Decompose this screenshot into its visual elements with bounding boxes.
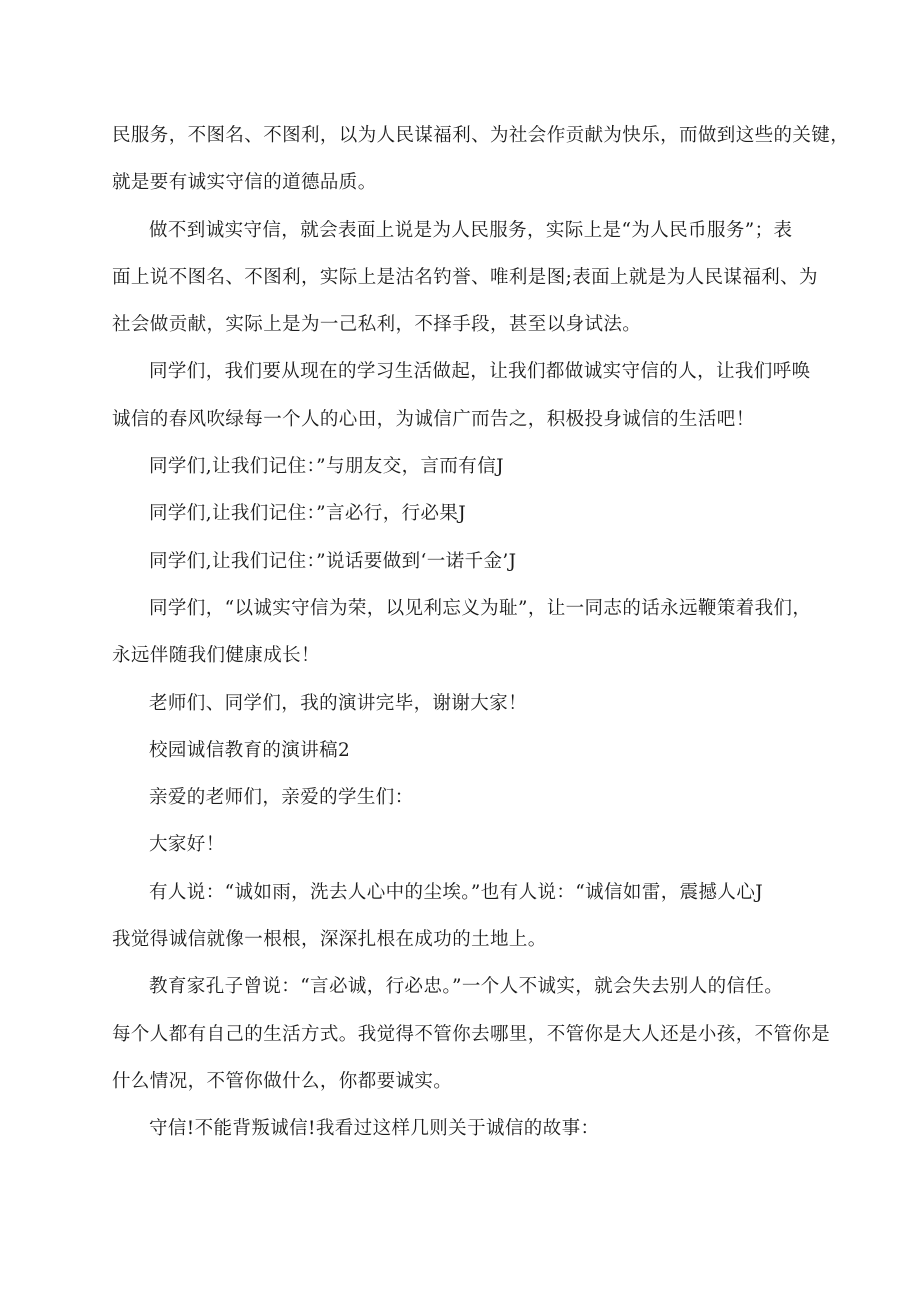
salutation: 亲爱的老师们，亲爱的学生们： xyxy=(149,787,414,809)
paragraph-start: 同学们，“以诚实守信为荣，以见利忘义为耻”，让一同志的话永远鞭策着我们， xyxy=(149,597,812,619)
paragraph-start: 同学们，我们要从现在的学习生活做起，让我们都做诚实守信的人，让我们呼唤 xyxy=(149,361,811,383)
section-heading: 校园诚信教育的演讲稿2 xyxy=(149,739,351,761)
text-line: 诚信的春风吹绿每一个人的心田，为诚信广而告之，积极投身诚信的生活吧！ xyxy=(112,408,755,430)
paragraph-start: 有人说：“诚如雨，洗去人心中的尘埃。”也有人说：“诚信如雷，震撼人心J xyxy=(149,881,764,903)
text-line: 我觉得诚信就像一根根，深深扎根在成功的土地上。 xyxy=(112,929,547,951)
text-line: 每个人都有自己的生活方式。我觉得不管你去哪里，不管你是大人还是小孩，不管你是 xyxy=(112,1023,831,1045)
paragraph-start: 同学们,让我们记住：”言必行，行必果J xyxy=(149,503,467,525)
text-line: 什么情况，不管你做什么，你都要诚实。 xyxy=(112,1070,453,1092)
text-line: 就是要有诚实守信的道德品质。 xyxy=(112,172,377,194)
paragraph-start: 老师们、同学们，我的演讲完毕，谢谢大家！ xyxy=(149,692,528,714)
document-body xyxy=(112,112,850,1153)
paragraph-start: 同学们,让我们记住：”与朋友交，言而有信J xyxy=(149,456,504,478)
paragraph-start: 做不到诚实守信，就会表面上说是为人民服务，实际上是“为人民币服务”；表 xyxy=(149,219,793,241)
paragraph-start: 同学们,让我们记住：”说话要做到‘一诺千金’J xyxy=(149,550,517,572)
text-line: 民服务，不图名、不图利，以为人民谋福利、为社会作贡献为快乐，而做到这些的关键， xyxy=(112,125,850,146)
text-line: 社会做贡献，实际上是为一己私利，不择手段，甚至以身试法。 xyxy=(112,314,642,336)
paragraph-start: 教育家孔子曾说：“言必诚，行必忠。”一个人不诚实，就会失去别人的信任。 xyxy=(149,976,784,998)
text-line: 永远伴随我们健康成长！ xyxy=(112,645,320,667)
greeting: 大家好！ xyxy=(149,834,225,856)
paragraph-start: 守信!不能背叛诚信!我看过这样几则关于诚信的故事： xyxy=(149,1118,600,1140)
text-line: 面上说不图名、不图利，实际上是沽名钓誉、唯利是图;表面上就是为人民谋福利、为 xyxy=(112,266,818,288)
